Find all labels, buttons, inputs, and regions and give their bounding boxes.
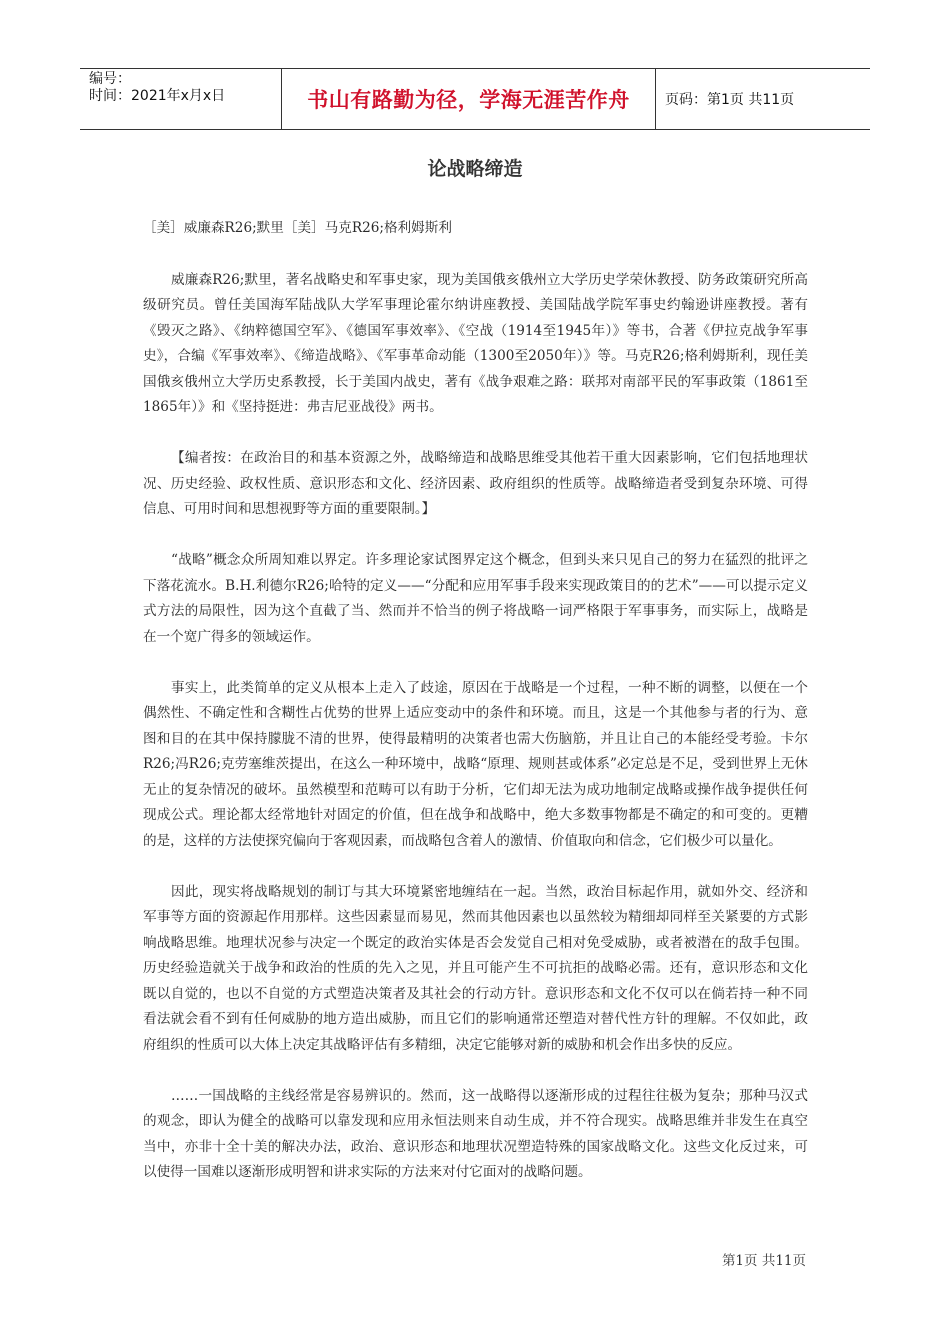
document-title: 论战略缔造: [427, 158, 523, 180]
author-byline: ［美］威廉森R26;默里［美］马克R26;格利姆斯利: [143, 220, 452, 236]
document-header: [80, 68, 870, 130]
document-body: [143, 216, 808, 1211]
paragraph-editor-note: 【编者按：在政治目的和基本资源之外，战略缔造和战略思维受其他若干重大因素影响，它们包括地理状况、历史经验、政权性质、意识形态和文化、经济因素、政府组织的性质等。战略缔造者受到复杂环境、可得信息、可用时间和思想视野等方面的重要限制。】: [143, 450, 808, 517]
paragraph-strategy-environment: 因此，现实将战略规划的制订与其大环境紧密地缠结在一起。当然，政治目标起作用，就如外交、经济和军事等方面的资源起作用那样。这些因素显而易见，然而其他因素也以虽然较为精细却同样至关紧要的方式影响战略思维。地理状况参与决定一个既定的政治实体是否会发觉自己相对免受威胁，或者被潜在的敌手包围。历史经验造就关于战争和政治的性质的先入之见，并且可能产生不可抗拒的战略必需。还有，意识形态和文化既以自觉的，也以不自觉的方式塑造决策者及其社会的行动方针。意识形态和文化不仅可以在倘若持一种不同看法就会看不到有任何威胁的地方造出威胁，而且它们的影响通常还塑造对替代性方针的理解。不仅如此，政府组织的性质可以大体上决定其战略评估有多精细，决定它能够对新的威胁和机会作出多快的反应。: [143, 883, 808, 1053]
paragraph-strategy-definition: “战略”概念众所周知难以界定。许多理论家试图界定这个概念，但到头来只见自己的努力在猛烈的批评之下落花流水。B.H.利德尔R26;哈特的定义——“分配和应用军事手段来实现政策目的的艺术”——可以提示定义式方法的局限性，因为这个直截了当、然而并不恰当的例子将战略一词严格限于军事事务，而实际上，战略是在一个宽广得多的领域运作。: [143, 552, 808, 645]
document-time-label: 时间：2021年x月x日: [89, 88, 226, 104]
page-footer: 第1页 共11页: [721, 1253, 806, 1269]
header-motto: 书山有路勤为径，学海无涯苦作舟: [282, 69, 656, 129]
paragraph-strategy-culture: ……一国战略的主线经常是容易辨识的。然而，这一战略得以逐渐形成的过程往往极为复杂；那种马汉式的观念，即认为健全的战略可以靠发现和应用永恒法则来自动生成，并不符合现实。战略思维并非发生在真空当中，亦非十全十美的解决办法，政治、意识形态和地理状况塑造特殊的国家战略文化。这些文化反过来，可以使得一国难以逐渐形成明智和讲求实际的方法来对付它面对的战略问题。: [143, 1087, 808, 1180]
header-meta: [80, 69, 282, 129]
paragraph-strategy-process: 事实上，此类简单的定义从根本上走入了歧途，原因在于战略是一个过程，一种不断的调整，以便在一个偶然性、不确定性和含糊性占优势的世界上适应变动中的条件和环境。而且，这是一个其他参与者的行为、意图和目的在其中保持朦胧不清的世界，使得最精明的决策者也需大伤脑筋，并且让自己的本能经受考验。卡尔R26;冯R26;克劳塞维茨提出，在这么一种环境中，战略“原理、规则甚或体系”必定总是不足，受到世界上无休无止的复杂情况的破坏。虽然模型和范畴可以有助于分析，它们却无法为成功地制定战略或操作战争提供任何现成公式。理论都太经常地针对固定的价值，但在战争和战略中，绝大多数事物都是不确定的和可变的。更糟的是，这样的方法使探究偏向于客观因素，而战略包含着人的激情、价值取向和信念，它们极少可以量化。: [143, 679, 808, 849]
document-number-label: 编号：: [89, 71, 131, 87]
paragraph-author-bio: 威廉森R26;默里，著名战略史和军事史家，现为美国俄亥俄州立大学历史学荣休教授、防务政策研究所高级研究员。曾任美国海军陆战队大学军事理论霍尔纳讲座教授、美国陆战学院军事史约翰逊讲座教授。著有《毁灭之路》、《纳粹德国空军》、《德国军事效率》、《空战（1914至1945年）》等书，合著《伊拉克战争军事史》，合编《军事效率》、《缔造战略》、《军事革命动能（1300至2050年）》等。马克R26;格利姆斯利，现任美国俄亥俄州立大学历史系教授，长于美国内战史，著有《战争艰难之路：联邦对南部平民的军事政策（1861至1865年）》和《坚持挺进：弗吉尼亚战役》两书。: [143, 271, 808, 415]
header-page-label: 页码：第1页 共11页: [665, 92, 795, 108]
